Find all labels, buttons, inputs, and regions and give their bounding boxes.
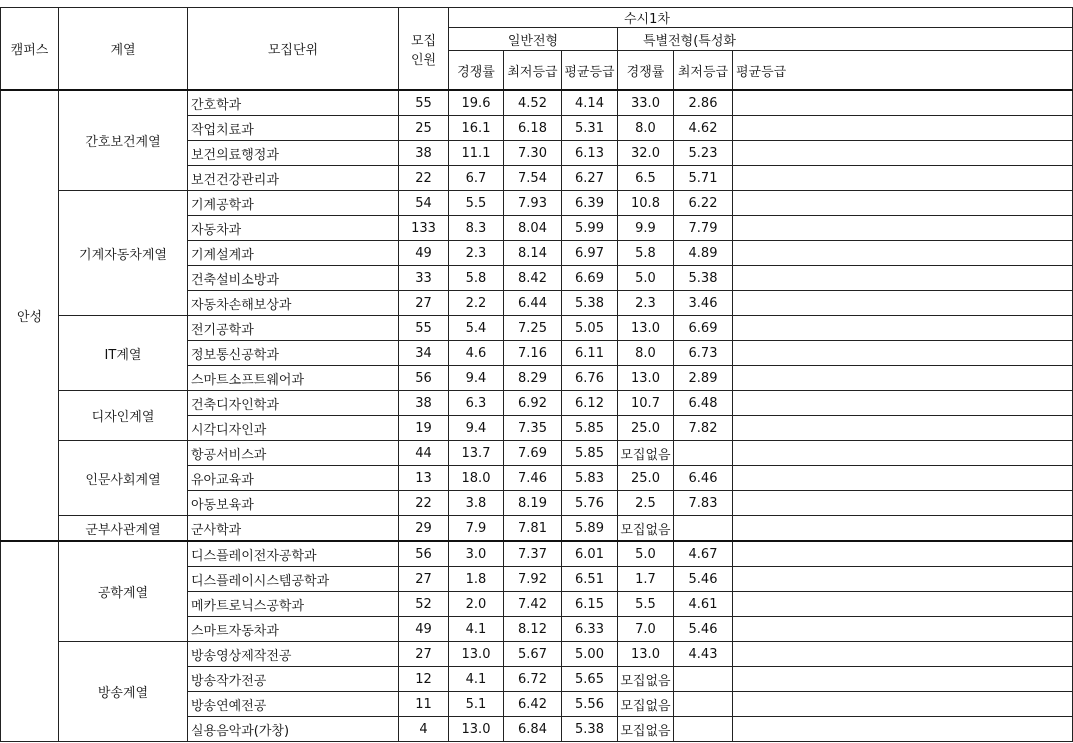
quota-cell: 49	[399, 617, 449, 642]
general-avg-grade-cell: 5.05	[562, 316, 618, 341]
general-min-grade-cell: 5.67	[504, 642, 562, 667]
quota-cell: 27	[399, 291, 449, 316]
general-competition-cell: 11.1	[449, 141, 504, 166]
unit-cell: 군사학과	[188, 516, 399, 542]
general-min-grade-cell: 6.42	[504, 692, 562, 717]
special-avg-grade-cell	[733, 141, 1073, 166]
unit-cell: 항공서비스과	[188, 441, 399, 466]
table-row	[1, 441, 1073, 466]
general-competition-cell: 4.6	[449, 341, 504, 366]
series-cell: 인문사회계열	[59, 441, 188, 516]
general-min-grade-cell: 6.72	[504, 667, 562, 692]
header-special: 특별전형(특성화	[618, 28, 1073, 51]
special-competition-cell: 6.5	[618, 166, 674, 191]
special-competition-cell: 5.0	[618, 541, 674, 567]
header-campus: 캠퍼스	[1, 8, 59, 91]
quota-cell: 44	[399, 441, 449, 466]
quota-cell: 56	[399, 366, 449, 391]
table-row	[1, 316, 1073, 341]
special-avg-grade-cell	[733, 441, 1073, 466]
special-competition-cell: 5.0	[618, 266, 674, 291]
unit-cell: 자동차과	[188, 216, 399, 241]
unit-cell: 스마트자동차과	[188, 617, 399, 642]
special-competition-cell: 10.8	[618, 191, 674, 216]
series-cell: 공학계열	[59, 541, 188, 642]
special-competition-cell: 13.0	[618, 366, 674, 391]
quota-cell: 55	[399, 316, 449, 341]
unit-cell: 기계설계과	[188, 241, 399, 266]
header-unit: 모집단위	[188, 8, 399, 91]
special-avg-grade-cell	[733, 291, 1073, 316]
general-avg-grade-cell: 6.15	[562, 592, 618, 617]
general-avg-grade-cell: 6.39	[562, 191, 618, 216]
special-competition-cell: 모집없음	[618, 441, 674, 466]
special-min-grade-cell	[674, 667, 733, 692]
special-min-grade-cell	[674, 692, 733, 717]
campus-cell	[1, 541, 59, 742]
general-competition-cell: 5.8	[449, 266, 504, 291]
quota-cell: 19	[399, 416, 449, 441]
series-cell: 디자인계열	[59, 391, 188, 441]
general-competition-cell: 13.0	[449, 717, 504, 742]
unit-cell: 보건의료행정과	[188, 141, 399, 166]
general-avg-grade-cell: 6.97	[562, 241, 618, 266]
special-avg-grade-cell	[733, 541, 1073, 567]
special-min-grade-cell: 6.69	[674, 316, 733, 341]
special-avg-grade-cell	[733, 692, 1073, 717]
quota-cell: 54	[399, 191, 449, 216]
quota-cell: 133	[399, 216, 449, 241]
special-min-grade-cell: 7.79	[674, 216, 733, 241]
quota-cell: 22	[399, 166, 449, 191]
quota-cell: 27	[399, 642, 449, 667]
special-min-grade-cell: 6.46	[674, 466, 733, 491]
admission-results-table	[0, 7, 1073, 742]
special-avg-grade-cell	[733, 516, 1073, 542]
special-avg-grade-cell	[733, 717, 1073, 742]
general-avg-grade-cell: 6.76	[562, 366, 618, 391]
special-min-grade-cell: 6.48	[674, 391, 733, 416]
special-min-grade-cell: 5.46	[674, 617, 733, 642]
general-min-grade-cell: 4.52	[504, 90, 562, 116]
series-cell: 방송계열	[59, 642, 188, 742]
special-avg-grade-cell	[733, 667, 1073, 692]
series-cell: 군부사관계열	[59, 516, 188, 542]
general-min-grade-cell: 7.54	[504, 166, 562, 191]
general-min-grade-cell: 7.46	[504, 466, 562, 491]
quota-cell: 38	[399, 141, 449, 166]
unit-cell: 기계공학과	[188, 191, 399, 216]
special-avg-grade-cell	[733, 90, 1073, 116]
table-row	[1, 191, 1073, 216]
special-min-grade-cell: 5.23	[674, 141, 733, 166]
special-avg-grade-cell	[733, 166, 1073, 191]
special-competition-cell: 모집없음	[618, 516, 674, 542]
special-competition-cell: 모집없음	[618, 667, 674, 692]
general-min-grade-cell: 6.44	[504, 291, 562, 316]
special-competition-cell: 13.0	[618, 316, 674, 341]
special-avg-grade-cell	[733, 416, 1073, 441]
unit-cell: 방송작가전공	[188, 667, 399, 692]
unit-cell: 스마트소프트웨어과	[188, 366, 399, 391]
special-competition-cell: 모집없음	[618, 717, 674, 742]
general-competition-cell: 7.9	[449, 516, 504, 542]
special-min-grade-cell: 2.86	[674, 90, 733, 116]
general-competition-cell: 5.5	[449, 191, 504, 216]
general-min-grade-cell: 8.12	[504, 617, 562, 642]
general-competition-cell: 13.0	[449, 642, 504, 667]
general-avg-grade-cell: 5.31	[562, 116, 618, 141]
general-competition-cell: 18.0	[449, 466, 504, 491]
special-avg-grade-cell	[733, 391, 1073, 416]
general-avg-grade-cell: 5.38	[562, 291, 618, 316]
special-min-grade-cell	[674, 441, 733, 466]
general-min-grade-cell: 7.42	[504, 592, 562, 617]
quota-cell: 25	[399, 116, 449, 141]
series-cell: 기계자동차계열	[59, 191, 188, 316]
general-competition-cell: 2.3	[449, 241, 504, 266]
general-min-grade-cell: 8.29	[504, 366, 562, 391]
general-competition-cell: 4.1	[449, 617, 504, 642]
general-min-grade-cell: 7.30	[504, 141, 562, 166]
special-avg-grade-cell	[733, 642, 1073, 667]
header-special-avg-grade: 평균등급	[733, 51, 1073, 91]
header-general-competition: 경쟁률	[449, 51, 504, 91]
general-min-grade-cell: 8.19	[504, 491, 562, 516]
special-min-grade-cell: 2.89	[674, 366, 733, 391]
quota-cell: 55	[399, 90, 449, 116]
special-competition-cell: 2.5	[618, 491, 674, 516]
general-competition-cell: 8.3	[449, 216, 504, 241]
header-general-avg-grade: 평균등급	[562, 51, 618, 91]
table-row	[1, 90, 1073, 116]
unit-cell: 디스플레이시스템공학과	[188, 567, 399, 592]
special-min-grade-cell: 7.82	[674, 416, 733, 441]
general-avg-grade-cell: 6.69	[562, 266, 618, 291]
general-min-grade-cell: 6.92	[504, 391, 562, 416]
unit-cell: 간호학과	[188, 90, 399, 116]
header-series: 계열	[59, 8, 188, 91]
general-competition-cell: 5.4	[449, 316, 504, 341]
special-min-grade-cell: 5.38	[674, 266, 733, 291]
header-quota-line2: 인원	[410, 52, 437, 68]
general-avg-grade-cell: 5.65	[562, 667, 618, 692]
header-quota-line1: 모집	[410, 33, 437, 49]
special-competition-cell: 5.5	[618, 592, 674, 617]
special-avg-grade-cell	[733, 567, 1073, 592]
special-min-grade-cell: 5.46	[674, 567, 733, 592]
unit-cell: 방송영상제작전공	[188, 642, 399, 667]
general-min-grade-cell: 7.37	[504, 541, 562, 567]
table-row	[1, 516, 1073, 542]
general-avg-grade-cell: 5.85	[562, 441, 618, 466]
unit-cell: 아동보육과	[188, 491, 399, 516]
special-competition-cell: 7.0	[618, 617, 674, 642]
quota-cell: 34	[399, 341, 449, 366]
general-avg-grade-cell: 5.83	[562, 466, 618, 491]
general-min-grade-cell: 7.25	[504, 316, 562, 341]
general-competition-cell: 3.0	[449, 541, 504, 567]
series-cell: IT계열	[59, 316, 188, 391]
general-min-grade-cell: 6.18	[504, 116, 562, 141]
special-avg-grade-cell	[733, 491, 1073, 516]
general-avg-grade-cell: 6.13	[562, 141, 618, 166]
general-avg-grade-cell: 5.38	[562, 717, 618, 742]
special-min-grade-cell: 4.89	[674, 241, 733, 266]
unit-cell: 건축설비소방과	[188, 266, 399, 291]
special-avg-grade-cell	[733, 341, 1073, 366]
general-competition-cell: 2.0	[449, 592, 504, 617]
general-min-grade-cell: 7.92	[504, 567, 562, 592]
unit-cell: 메카트로닉스공학과	[188, 592, 399, 617]
special-competition-cell: 10.7	[618, 391, 674, 416]
table-header	[1, 8, 1073, 91]
special-avg-grade-cell	[733, 366, 1073, 391]
quota-cell: 56	[399, 541, 449, 567]
header-special-competition: 경쟁률	[618, 51, 674, 91]
general-avg-grade-cell: 6.01	[562, 541, 618, 567]
general-competition-cell: 1.8	[449, 567, 504, 592]
header-susi1: 수시1차	[449, 8, 1073, 28]
general-competition-cell: 4.1	[449, 667, 504, 692]
general-avg-grade-cell: 5.99	[562, 216, 618, 241]
special-avg-grade-cell	[733, 116, 1073, 141]
general-competition-cell: 9.4	[449, 366, 504, 391]
special-competition-cell: 13.0	[618, 642, 674, 667]
special-min-grade-cell: 4.43	[674, 642, 733, 667]
general-competition-cell: 16.1	[449, 116, 504, 141]
general-competition-cell: 13.7	[449, 441, 504, 466]
general-avg-grade-cell: 6.27	[562, 166, 618, 191]
general-competition-cell: 6.7	[449, 166, 504, 191]
special-avg-grade-cell	[733, 241, 1073, 266]
general-avg-grade-cell: 5.00	[562, 642, 618, 667]
special-competition-cell: 2.3	[618, 291, 674, 316]
special-competition-cell: 1.7	[618, 567, 674, 592]
general-avg-grade-cell: 6.11	[562, 341, 618, 366]
general-min-grade-cell: 6.84	[504, 717, 562, 742]
special-min-grade-cell	[674, 516, 733, 542]
quota-cell: 49	[399, 241, 449, 266]
general-avg-grade-cell: 6.33	[562, 617, 618, 642]
special-avg-grade-cell	[733, 617, 1073, 642]
special-avg-grade-cell	[733, 466, 1073, 491]
unit-cell: 디스플레이전자공학과	[188, 541, 399, 567]
general-competition-cell: 3.8	[449, 491, 504, 516]
quota-cell: 38	[399, 391, 449, 416]
table-row	[1, 391, 1073, 416]
general-min-grade-cell: 7.81	[504, 516, 562, 542]
unit-cell: 유아교육과	[188, 466, 399, 491]
general-competition-cell: 5.1	[449, 692, 504, 717]
admission-results-table-container	[0, 7, 1073, 742]
unit-cell: 전기공학과	[188, 316, 399, 341]
special-min-grade-cell: 3.46	[674, 291, 733, 316]
quota-cell: 11	[399, 692, 449, 717]
special-min-grade-cell: 6.22	[674, 191, 733, 216]
general-min-grade-cell: 8.04	[504, 216, 562, 241]
header-quota	[399, 8, 449, 91]
unit-cell: 방송연예전공	[188, 692, 399, 717]
general-min-grade-cell: 7.35	[504, 416, 562, 441]
general-competition-cell: 19.6	[449, 90, 504, 116]
general-avg-grade-cell: 5.76	[562, 491, 618, 516]
unit-cell: 작업치료과	[188, 116, 399, 141]
special-competition-cell: 32.0	[618, 141, 674, 166]
general-min-grade-cell: 7.69	[504, 441, 562, 466]
special-avg-grade-cell	[733, 266, 1073, 291]
unit-cell: 시각디자인과	[188, 416, 399, 441]
general-avg-grade-cell: 6.12	[562, 391, 618, 416]
general-min-grade-cell: 8.14	[504, 241, 562, 266]
unit-cell: 보건건강관리과	[188, 166, 399, 191]
quota-cell: 52	[399, 592, 449, 617]
general-min-grade-cell: 7.93	[504, 191, 562, 216]
quota-cell: 4	[399, 717, 449, 742]
special-competition-cell: 모집없음	[618, 692, 674, 717]
table-row	[1, 541, 1073, 567]
unit-cell: 자동차손해보상과	[188, 291, 399, 316]
quota-cell: 12	[399, 667, 449, 692]
header-general: 일반전형	[449, 28, 618, 51]
header-general-min-grade: 최저등급	[504, 51, 562, 91]
special-competition-cell: 25.0	[618, 416, 674, 441]
table-body	[1, 90, 1073, 742]
campus-cell: 안성	[1, 90, 59, 541]
special-competition-cell: 8.0	[618, 116, 674, 141]
quota-cell: 33	[399, 266, 449, 291]
special-avg-grade-cell	[733, 316, 1073, 341]
special-competition-cell: 5.8	[618, 241, 674, 266]
unit-cell: 실용음악과(가창)	[188, 717, 399, 742]
general-avg-grade-cell: 5.85	[562, 416, 618, 441]
general-competition-cell: 2.2	[449, 291, 504, 316]
unit-cell: 건축디자인학과	[188, 391, 399, 416]
series-cell: 간호보건계열	[59, 90, 188, 191]
special-avg-grade-cell	[733, 191, 1073, 216]
header-special-min-grade: 최저등급	[674, 51, 733, 91]
special-min-grade-cell: 7.83	[674, 491, 733, 516]
quota-cell: 29	[399, 516, 449, 542]
special-competition-cell: 33.0	[618, 90, 674, 116]
special-min-grade-cell: 4.67	[674, 541, 733, 567]
quota-cell: 22	[399, 491, 449, 516]
general-avg-grade-cell: 6.51	[562, 567, 618, 592]
general-avg-grade-cell: 4.14	[562, 90, 618, 116]
general-min-grade-cell: 8.42	[504, 266, 562, 291]
general-avg-grade-cell: 5.56	[562, 692, 618, 717]
special-min-grade-cell	[674, 717, 733, 742]
special-min-grade-cell: 5.71	[674, 166, 733, 191]
quota-cell: 13	[399, 466, 449, 491]
unit-cell: 정보통신공학과	[188, 341, 399, 366]
general-competition-cell: 9.4	[449, 416, 504, 441]
special-competition-cell: 9.9	[618, 216, 674, 241]
special-avg-grade-cell	[733, 592, 1073, 617]
special-competition-cell: 8.0	[618, 341, 674, 366]
table-row	[1, 642, 1073, 667]
general-min-grade-cell: 7.16	[504, 341, 562, 366]
special-avg-grade-cell	[733, 216, 1073, 241]
quota-cell: 27	[399, 567, 449, 592]
special-min-grade-cell: 4.62	[674, 116, 733, 141]
special-min-grade-cell: 6.73	[674, 341, 733, 366]
special-min-grade-cell: 4.61	[674, 592, 733, 617]
general-avg-grade-cell: 5.89	[562, 516, 618, 542]
general-competition-cell: 6.3	[449, 391, 504, 416]
special-competition-cell: 25.0	[618, 466, 674, 491]
